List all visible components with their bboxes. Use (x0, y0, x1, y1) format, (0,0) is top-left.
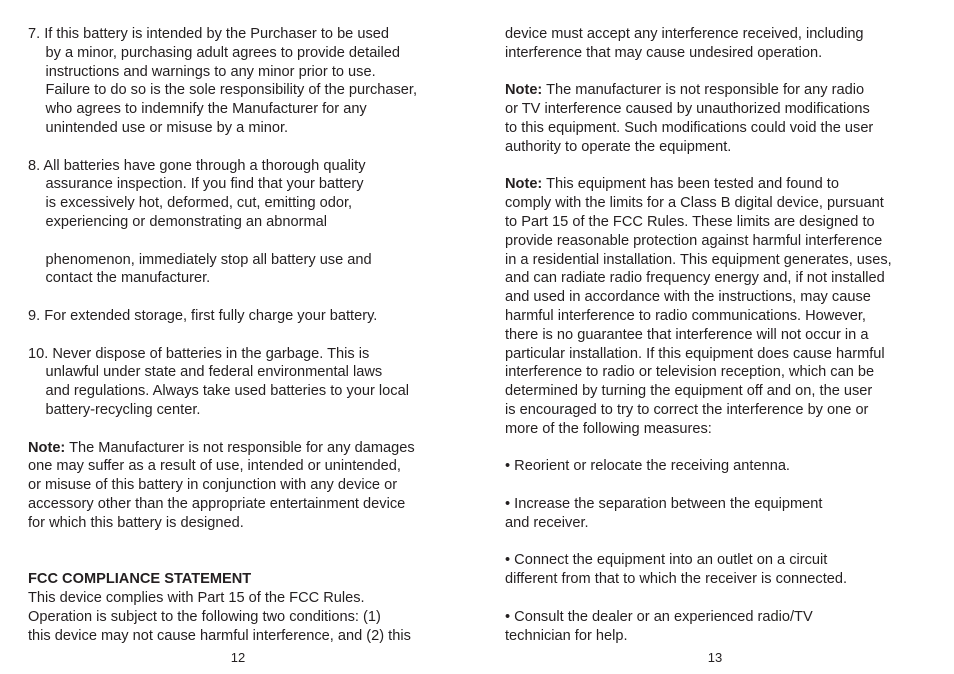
fcc-heading: FCC COMPLIANCE STATEMENT (28, 571, 252, 588)
note-line: to Part 15 of the FCC Rules. These limits are designed to (505, 213, 875, 230)
bullet-line: technician for help. (505, 627, 628, 644)
item-7-line: 7. If this battery is intended by the Purchaser to be used (28, 26, 390, 42)
item-8-line (28, 232, 453, 251)
item-7-line: instructions and warnings to any minor prior to use. (45, 63, 376, 80)
bullet-line: • Reorient or relocate the receiving antenna. (505, 458, 790, 475)
item-8-line: 8. All batteries have gone through a thorough quality (28, 157, 366, 174)
item-7-line: by a minor, purchasing adult agrees to provide detailed (45, 44, 401, 61)
item-8-line: assurance inspection. If you find that your battery (45, 176, 364, 193)
item-10-line: 10. Never dispose of batteries in the garbage. This is (28, 345, 370, 362)
note-line: in a residential installation. This equipment generates, uses, (505, 251, 892, 268)
note-label: Note: (28, 439, 66, 456)
continued-text (505, 25, 930, 63)
measure-bullet (505, 457, 930, 476)
bullet-line: different from that to which the receiver is connected. (505, 571, 848, 588)
fcc-line: Operation is subject to the following two conditions: (1) (28, 608, 381, 625)
item-7-line: unintended use or misuse by a minor. (45, 119, 289, 136)
fcc-line: this device may not cause harmful interference, and (2) this (28, 627, 411, 644)
note-line: harmful interference to radio communications. However, (505, 307, 866, 324)
bullet-line: and receiver. (505, 514, 589, 531)
class-b-note (505, 175, 930, 438)
item-10-line: and regulations. Always take used batteries to your local (45, 383, 409, 400)
interference-note (505, 81, 930, 156)
note-text: The Manufacturer is not responsible for any damages (65, 439, 415, 456)
note-line: interference to radio or television reception, which can be (505, 364, 875, 381)
note-line: provide reasonable protection against harmful interference (505, 232, 883, 249)
item-8-line: is excessively hot, deformed, cut, emitting odor, (45, 195, 353, 212)
note-line: there is no guarantee that interference will not occur in a (505, 326, 869, 343)
note-line: and used in accordance with the instructions, may cause (505, 289, 871, 306)
cont-line: interference that may cause undesired operation. (505, 44, 823, 61)
item-7-line: Failure to do so is the sole responsibility of the purchaser, (45, 82, 418, 99)
fcc-line: This device complies with Part 15 of the FCC Rules. (28, 589, 365, 606)
right-page (505, 25, 930, 645)
bullet-line: • Consult the dealer or an experienced radio/TV (505, 608, 813, 625)
note-line: to this equipment. Such modifications could void the user (505, 119, 874, 136)
note-text: This equipment has been tested and found to (542, 176, 839, 193)
cont-line: device must accept any interference received, including (505, 26, 864, 42)
note-line: authority to operate the equipment. (505, 138, 732, 155)
note-line: one may suffer as a result of use, intended or unintended, (28, 458, 401, 475)
fcc-section (28, 570, 453, 645)
measure-bullet (505, 495, 930, 533)
page-number-left: 12 (230, 650, 246, 665)
note-line: for which this battery is designed. (28, 514, 244, 531)
note-label: Note: (505, 176, 543, 193)
note-line: particular installation. If this equipment does cause harmful (505, 345, 885, 362)
note-line: more of the following measures: (505, 420, 712, 437)
manufacturer-note (28, 439, 453, 533)
bullet-line: • Increase the separation between the equipment (505, 495, 823, 512)
item-8-line: experiencing or demonstrating an abnormal (45, 213, 327, 230)
item-7 (28, 25, 453, 138)
note-text: The manufacturer is not responsible for any radio (542, 82, 865, 99)
item-9-line: 9. For extended storage, first fully charge your battery. (28, 307, 378, 324)
note-line: and can radiate radio frequency energy and, if not installed (505, 270, 885, 287)
item-10-line: unlawful under state and federal environmental laws (45, 364, 383, 381)
item-8-line: contact the manufacturer. (45, 270, 211, 287)
measure-bullet (505, 551, 930, 589)
item-9 (28, 307, 453, 326)
item-10 (28, 345, 453, 420)
left-page (28, 25, 453, 645)
note-line: or TV interference caused by unauthorized modifications (505, 101, 870, 118)
note-line: accessory other than the appropriate entertainment device (28, 495, 406, 512)
item-7-line: who agrees to indemnify the Manufacturer for any (45, 101, 367, 118)
note-line: determined by turning the equipment off and on, the user (505, 383, 873, 400)
note-line: or misuse of this battery in conjunction with any device or (28, 477, 398, 494)
page-number-right: 13 (707, 650, 723, 665)
item-10-line: battery-recycling center. (45, 401, 201, 418)
item-8 (28, 157, 453, 289)
note-label: Note: (505, 82, 543, 99)
item-8-line: phenomenon, immediately stop all battery use and (45, 251, 372, 268)
note-line: comply with the limits for a Class B digital device, pursuant (505, 195, 884, 212)
bullet-line: • Connect the equipment into an outlet on a circuit (505, 552, 828, 569)
note-line: is encouraged to try to correct the interference by one or (505, 401, 869, 418)
measure-bullet (505, 608, 930, 646)
